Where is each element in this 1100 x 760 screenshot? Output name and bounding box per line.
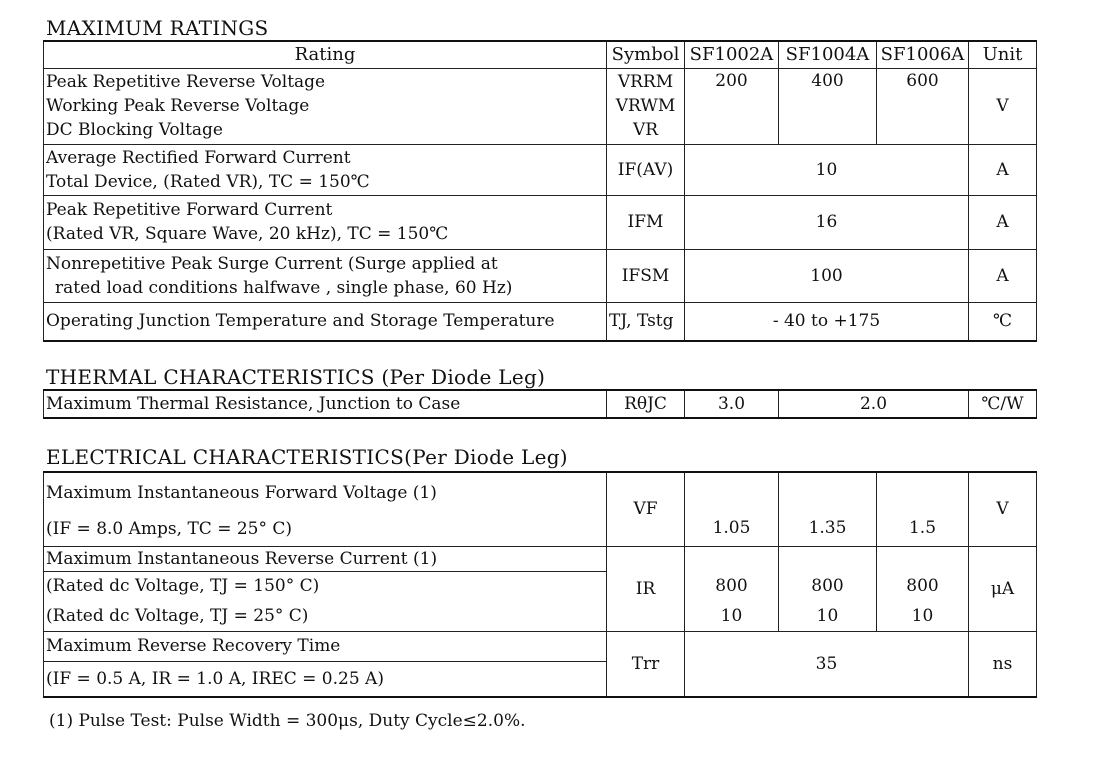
characteristic-label: Maximum Instantaneous Forward Voltage (1) [46, 483, 437, 504]
symbol: TJ, Tstg [607, 302, 685, 341]
rating-label: rated load conditions halfwave , single phase, 60 Hz) [55, 277, 513, 298]
table-row [44, 546, 1037, 571]
table-row [44, 249, 1037, 302]
rating-label: Operating Junction Temperature and Storage Temperature [44, 302, 607, 341]
unit: V [969, 472, 1037, 546]
value-sf1004a: 1.35 [779, 472, 877, 546]
value-sf1002a: 3.0 [685, 390, 779, 418]
header-sf1006a: SF1006A [877, 41, 969, 68]
header-rating: Rating [44, 41, 607, 68]
value-sf1002a: 1.05 [685, 472, 779, 546]
unit: ℃/W [969, 390, 1037, 418]
rating-label: Peak Repetitive Reverse Voltage [46, 72, 326, 92]
rating-label: Average Rectified Forward Current [46, 147, 351, 168]
value-sf1004a: 10 [779, 601, 877, 631]
symbol: IFSM [607, 249, 685, 302]
value: 16 [685, 195, 969, 249]
characteristic-label: Maximum Instantaneous Reverse Current (1) [44, 546, 607, 571]
maximum-ratings-title: MAXIMUM RATINGS [46, 16, 269, 40]
symbol: IR [607, 546, 685, 631]
table-row [44, 601, 1037, 631]
table-row [44, 390, 1037, 418]
maximum-ratings-table [43, 40, 1037, 342]
symbol: VF [607, 472, 685, 546]
value-sf1004a: 400 [779, 68, 877, 144]
thermal-characteristics-title: THERMAL CHARACTERISTICS (Per Diode Leg) [46, 365, 546, 389]
symbol: VRRM [617, 72, 674, 92]
condition: (IF = 8.0 Amps, TC = 25° C) [46, 519, 293, 540]
rating-label: Peak Repetitive Forward Current [46, 200, 333, 220]
condition: (Rated dc Voltage, TJ = 150° C) [44, 571, 607, 601]
value: 100 [685, 249, 969, 302]
footnote: (1) Pulse Test: Pulse Width = 300μs, Duty Cycle≤2.0%. [49, 711, 526, 731]
rating-label: (Rated VR, Square Wave, 20 kHz), TC = 150℃ [46, 224, 449, 244]
rating-label: Working Peak Reverse Voltage [46, 96, 310, 116]
unit: A [969, 195, 1037, 249]
table-row [44, 302, 1037, 341]
value-sf1006a: 600 [877, 68, 969, 144]
header-symbol: Symbol [607, 41, 685, 68]
symbol: VR [632, 120, 659, 140]
thermal-table [43, 389, 1037, 419]
value-sf1002a: 10 [685, 601, 779, 631]
value: 35 [685, 631, 969, 697]
condition: (Rated dc Voltage, TJ = 25° C) [44, 601, 607, 631]
unit: V [969, 68, 1037, 144]
symbol: IF(AV) [607, 144, 685, 195]
rating-label: DC Blocking Voltage [46, 120, 223, 140]
unit: ℃ [969, 302, 1037, 341]
value: - 40 to +175 [685, 302, 969, 341]
table-row [44, 472, 1037, 546]
thermal-label: Maximum Thermal Resistance, Junction to Case [44, 390, 607, 418]
value-sf1006a: 800 [877, 571, 969, 601]
condition: (IF = 0.5 A, IR = 1.0 A, IREC = 0.25 A) [44, 661, 607, 697]
value-sf1002a: 200 [685, 68, 779, 144]
unit: ns [969, 631, 1037, 697]
value-sf1006a: 1.5 [877, 472, 969, 546]
symbol: IFM [607, 195, 685, 249]
value: 10 [685, 144, 969, 195]
characteristic-label: Maximum Reverse Recovery Time [44, 631, 607, 661]
header-unit: Unit [969, 41, 1037, 68]
value-sf1004a-sf1006a: 2.0 [779, 390, 969, 418]
symbol: Trr [607, 631, 685, 697]
table-row [44, 631, 1037, 661]
header-sf1004a: SF1004A [779, 41, 877, 68]
header-sf1002a: SF1002A [685, 41, 779, 68]
table-row [44, 144, 1037, 195]
table-header-row [44, 41, 1037, 68]
table-row [44, 571, 1037, 601]
symbol: RθJC [607, 390, 685, 418]
rating-label: Nonrepetitive Peak Surge Current (Surge applied at [46, 253, 498, 274]
rating-label: Total Device, (Rated VR), TC = 150℃ [46, 171, 370, 192]
electrical-table [43, 471, 1037, 698]
value-sf1006a: 10 [877, 601, 969, 631]
unit: μA [969, 546, 1037, 631]
table-row [44, 195, 1037, 249]
unit: A [969, 144, 1037, 195]
symbol: VRWM [615, 96, 676, 116]
value-sf1002a: 800 [685, 571, 779, 601]
table-row [44, 68, 1037, 144]
electrical-characteristics-title: ELECTRICAL CHARACTERISTICS(Per Diode Leg) [46, 445, 568, 469]
value-sf1004a: 800 [779, 571, 877, 601]
unit: A [969, 249, 1037, 302]
